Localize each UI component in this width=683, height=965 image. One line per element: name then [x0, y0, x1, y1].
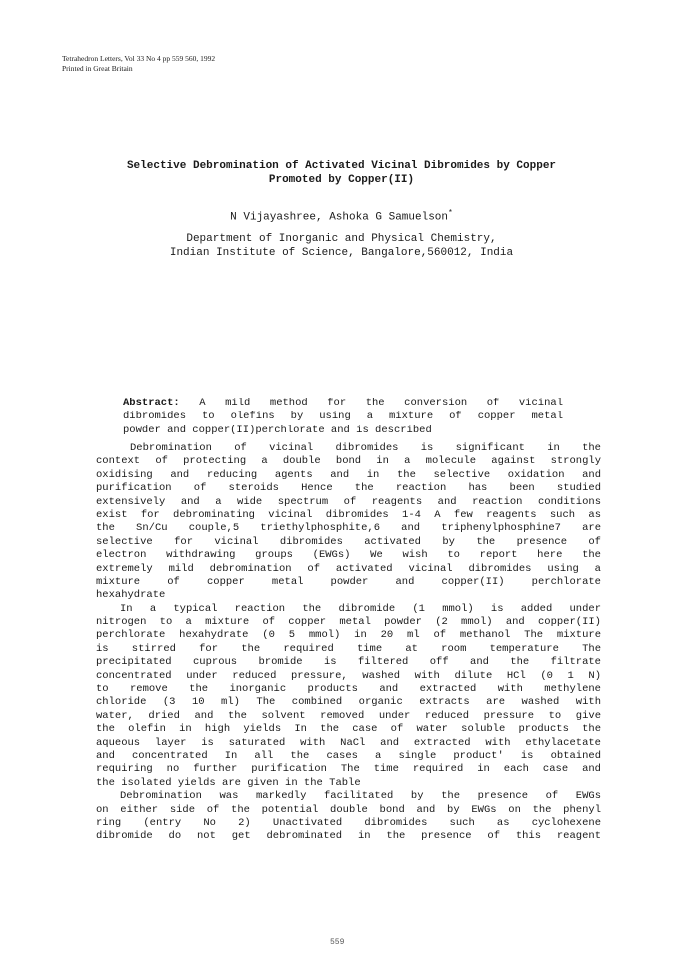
- body-line: is stirred for the required time at room temperature The: [96, 642, 601, 655]
- body-line: ring (entry No 2) Unactivated dibromides such as cyclohexene: [96, 816, 601, 829]
- body-line: electron withdrawing groups (EWGs) We wish to report here the: [96, 549, 601, 562]
- abstract-line-1: Abstract: A mild method for the conversion of vicinal: [123, 398, 563, 409]
- abstract: [123, 398, 563, 438]
- body-line: chloride (3 10 ml) The combined organic extracts are washed with: [96, 696, 601, 709]
- body-line: the olefin in high yields In the case of water soluble products the: [96, 723, 601, 736]
- body-line: selective for vicinal dibromides activated by the presence of: [96, 535, 601, 548]
- paragraph-procedure: [96, 603, 601, 790]
- affiliation-line-1: Department of Inorganic and Physical Chemistry,: [186, 233, 497, 245]
- body-line: on either side of the potential double bond and by EWGs on the phenyl: [96, 803, 601, 816]
- body-line: requiring no further purification The time required in each case and: [96, 763, 601, 776]
- abstract-line-3: powder and copper(II)perchlorate and is described: [123, 424, 432, 436]
- paragraph-observations: [96, 790, 601, 844]
- affiliation-line-2: Indian Institute of Science, Bangalore,560012, India: [169, 247, 514, 259]
- body-line: Debromination was markedly facilitated by the presence of EWGs: [120, 790, 601, 803]
- journal-citation: Tetrahedron Letters, Vol 33 No 4 pp 559 560, 1992: [62, 54, 216, 63]
- body-line: the Sn/Cu couple,5 triethylphosphite,6 and triphenylphosphine7 are: [96, 522, 601, 535]
- body-line: hexahydrate: [96, 589, 166, 602]
- body-line: precipitated cuprous bromide is filtered off and the filtrate: [96, 656, 601, 669]
- body-line: extremely mild debromination of activated vicinal dibromides using a: [96, 562, 601, 575]
- journal-header: [62, 54, 215, 74]
- author-names: N Vijayashree, Ashoka G Samuelson: [230, 211, 449, 224]
- title-line-1: Selective Debromination of Activated Vicinal Dibromides by Copper: [126, 160, 557, 172]
- body-line: to remove the inorganic products and extracted with methylene: [96, 683, 601, 696]
- body-line: nitrogen to a mixture of copper metal powder (2 mmol) and copper(II): [96, 616, 601, 629]
- printed-in: Printed in Great Britain: [62, 64, 133, 73]
- body-line: In a typical reaction the dibromide (1 mmol) is added under: [120, 602, 601, 615]
- body-line: concentrated under reduced pressure, washed with dilute HCl (0 1 N): [96, 669, 601, 682]
- body-line: the isolated yields are given in the Table: [96, 776, 361, 789]
- body-line: perchlorate hexahydrate (0 5 mmol) in 20 ml of methanol The mixture: [96, 629, 601, 642]
- corresponding-mark: *: [448, 209, 453, 218]
- title-line-2: Promoted by Copper(II): [268, 173, 415, 186]
- body-line: purification of steroids Hence the reaction has been studied: [96, 482, 601, 495]
- body-line: dibromide do not get debrominated in the presence of this reagent: [96, 830, 601, 843]
- body-line: extensively and a wide spectrum of reagents and reaction conditions: [96, 495, 601, 508]
- body-line: water, dried and the solvent removed under reduced pressure to give: [96, 709, 601, 722]
- body-line: oxidising and reducing agents and in the selective oxidation and: [96, 468, 601, 481]
- body-line: and concentrated In all the cases a single product' is obtained: [96, 749, 601, 762]
- body-line: context of protecting a double bond in a molecule against strongly: [96, 455, 601, 468]
- abstract-line-2: dibromides to olefins by using a mixture of copper metal: [123, 411, 563, 423]
- author-list: [60, 207, 623, 225]
- body-line: aqueous layer is saturated with NaCl and extracted with ethylacetate: [96, 736, 601, 749]
- body-line: exist for debrominating vicinal dibromides 1-4 A few reagents such as: [96, 508, 601, 521]
- body-line: mixture of copper metal powder and copper(II) perchlorate: [96, 575, 601, 588]
- affiliation: [60, 232, 623, 260]
- paper-title: [60, 160, 623, 187]
- paragraph-intro: [96, 442, 601, 603]
- page-number: 559: [330, 938, 345, 947]
- body-line: Debromination of vicinal dibromides is significant in the: [130, 442, 601, 454]
- abstract-label: Abstract:: [123, 398, 180, 409]
- article-body: [96, 442, 601, 844]
